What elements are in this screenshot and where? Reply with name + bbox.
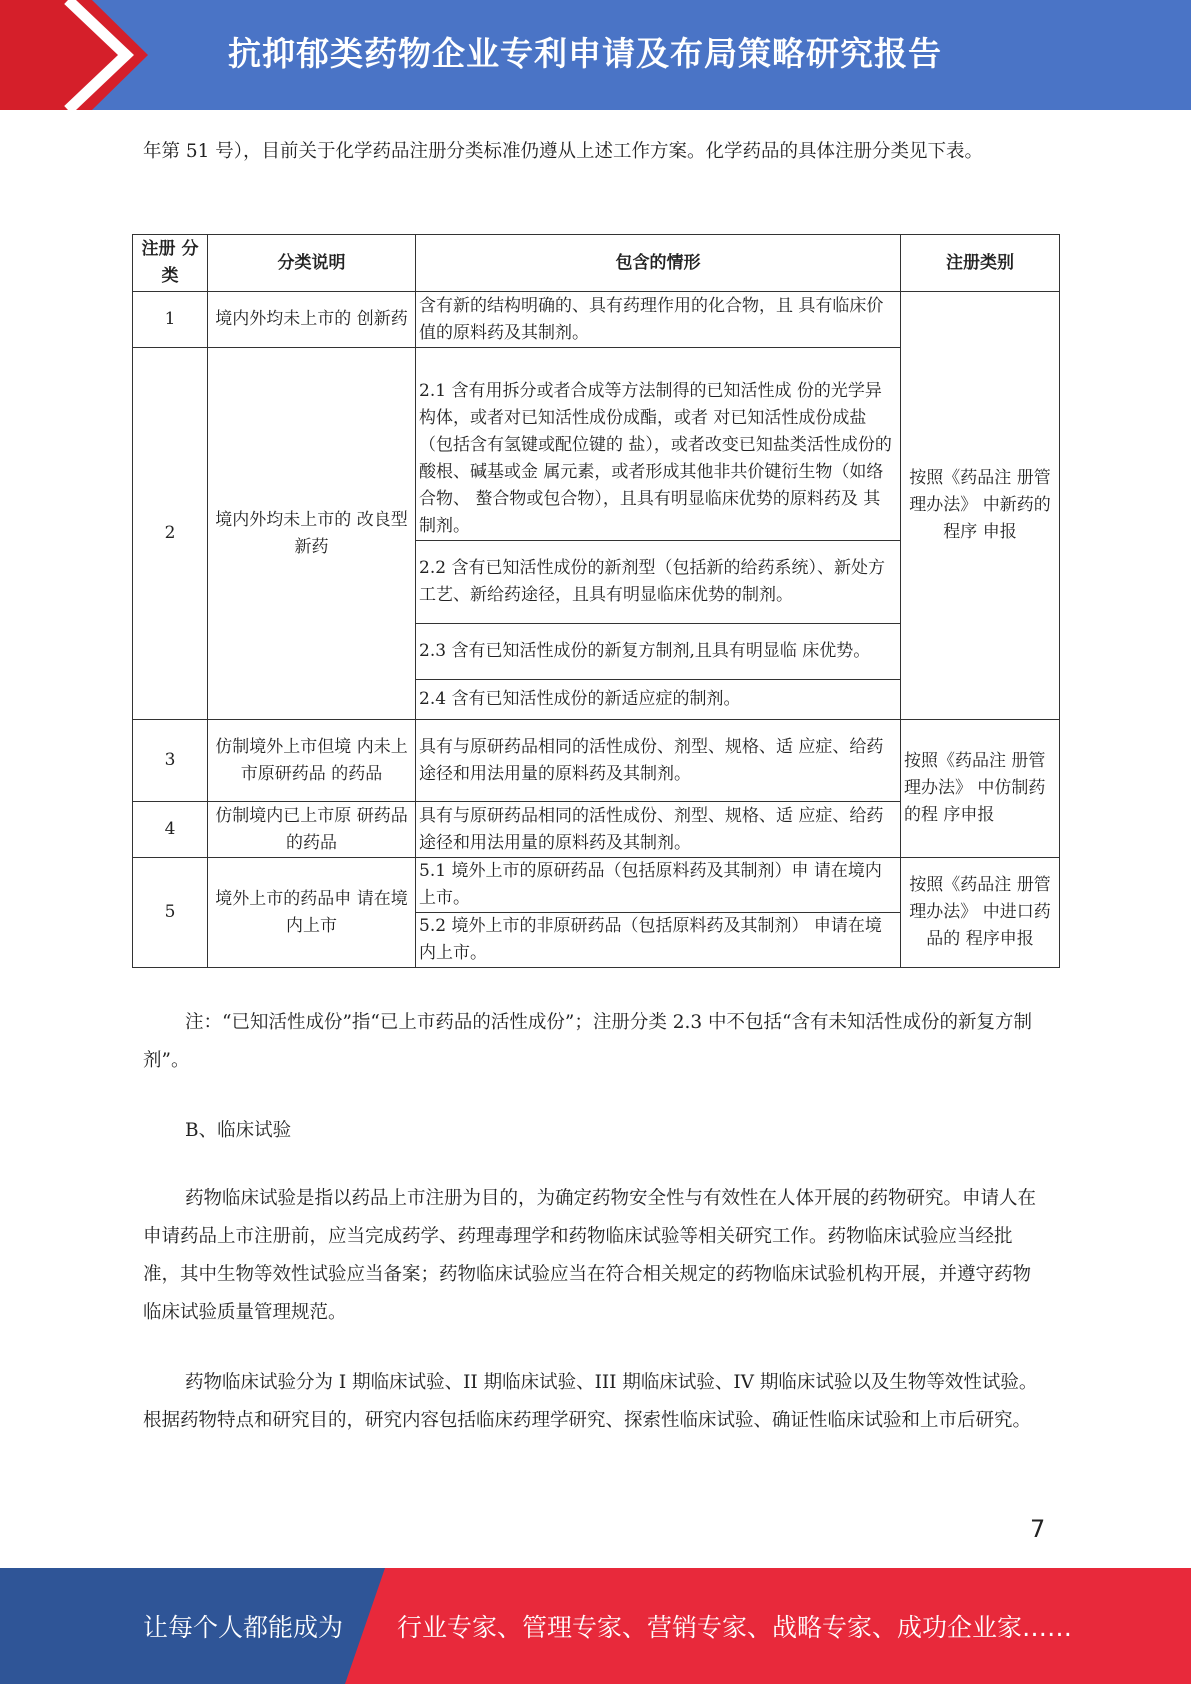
category-description: 境外上市的药品申 请在境内上市 bbox=[208, 858, 416, 968]
table-row bbox=[133, 858, 1060, 913]
report-title: 抗抑郁类药物企业专利申请及布局策略研究报告 bbox=[228, 34, 942, 73]
table-row bbox=[133, 720, 1060, 802]
case-text: 具有与原研药品相同的活性成份、剂型、规格、适 应症、给药途径和用法用量的原料药及其制剂。 bbox=[416, 720, 901, 802]
case-text: 具有与原研药品相同的活性成份、剂型、规格、适 应症、给药途径和用法用量的原料药及其制剂。 bbox=[416, 802, 901, 858]
category-number: 1 bbox=[133, 292, 208, 348]
page-header bbox=[0, 0, 1191, 110]
table-row bbox=[133, 292, 1060, 348]
category-number: 2 bbox=[133, 348, 208, 720]
case-text: 2.4 含有已知活性成份的新适应症的制剂。 bbox=[416, 680, 901, 720]
case-text: 2.2 含有已知活性成份的新剂型（包括新的给药系统）、新处方工艺、新给药途径，且具有明显临床优势的制剂。 bbox=[416, 541, 901, 624]
category-description: 境内外均未上市的 创新药 bbox=[208, 292, 416, 348]
header-cell: 包含的情形 bbox=[416, 235, 901, 292]
footer-slogan-left: 让每个人都能成为 bbox=[143, 1613, 344, 1642]
footer-slogan-right: 行业专家、管理专家、营销专家、战略专家、成功企业家…… bbox=[397, 1613, 1073, 1642]
header-cell: 注册类别 bbox=[901, 235, 1060, 292]
clinical-trial-paragraph: 药物临床试验是指以药品上市注册为目的，为确定药物安全性与有效性在人体开展的药物研究。申请人在申请药品上市注册前，应当完成药学、药理毒理学和药物临床试验等相关研究工作。药物临床试验应当经批准，其中生物等效性试验应当备案；药物临床试验应当在符合相关规定的药物临床试验机构开展，并遵守药物临床试验质量管理规范。 bbox=[143, 1188, 1037, 1323]
section-heading: B、临床试验 bbox=[185, 1120, 292, 1141]
registration-type: 按照《药品注 册管理办法》 中新药的程序 申报 bbox=[901, 292, 1060, 720]
category-number: 3 bbox=[133, 720, 208, 802]
category-number: 5 bbox=[133, 858, 208, 968]
page-footer bbox=[0, 1568, 1191, 1684]
case-text: 2.3 含有已知活性成份的新复方制剂,且具有明显临 床优势。 bbox=[416, 624, 901, 680]
registration-table bbox=[132, 234, 1060, 968]
header-cell: 注册 分类 bbox=[133, 235, 208, 292]
category-number: 4 bbox=[133, 802, 208, 858]
registration-type: 按照《药品注 册管理办法》 中仿制药的程 序申报 bbox=[901, 720, 1060, 858]
clinical-phase-paragraph: 药物临床试验分为 I 期临床试验、II 期临床试验、III 期临床试验、IV 期临床试验以及生物等效性试验。根据药物特点和研究目的，研究内容包括临床药理学研究、探索性临床试验、确证性临床试验和上市后研究。 bbox=[143, 1372, 1038, 1431]
category-description: 境内外均未上市的 改良型新药 bbox=[208, 348, 416, 720]
case-text: 含有新的结构明确的、具有药理作用的化合物，且 具有临床价值的原料药及其制剂。 bbox=[416, 292, 901, 348]
case-text: 5.1 境外上市的原研药品（包括原料药及其制剂）申 请在境内上市。 bbox=[416, 858, 901, 913]
table-note: 注：“已知活性成份”指“已上市药品的活性成份”；注册分类 2.3 中不包括“含有未知活性成份的新复方制剂”。 bbox=[143, 1012, 1032, 1071]
category-description: 仿制境内已上市原 研药品的药品 bbox=[208, 802, 416, 858]
case-text: 2.1 含有用拆分或者合成等方法制得的已知活性成 份的光学异构体，或者对已知活性成份成酯，或者 对已知活性成份成盐（包括含有氢键或配位键的 盐），或者改变已知盐类活性成份的酸根、碱基或金 属元素，或者形成其他非共价键衍生物（如络合物、 螯合物或包合物），且具有明显临床优势的原料药及 其制剂。 bbox=[416, 348, 901, 541]
header-cell: 分类说明 bbox=[208, 235, 416, 292]
registration-type: 按照《药品注 册管理办法》 中进口药品的 程序申报 bbox=[901, 858, 1060, 968]
table-header-row bbox=[133, 235, 1060, 292]
case-text: 5.2 境外上市的非原研药品（包括原料药及其制剂） 申请在境内上市。 bbox=[416, 913, 901, 968]
intro-paragraph: 年第 51 号），目前关于化学药品注册分类标准仍遵从上述工作方案。化学药品的具体注册分类见下表。 bbox=[143, 141, 984, 162]
page-number: 7 bbox=[1030, 1515, 1046, 1543]
category-description: 仿制境外上市但境 内未上市原研药品 的药品 bbox=[208, 720, 416, 802]
